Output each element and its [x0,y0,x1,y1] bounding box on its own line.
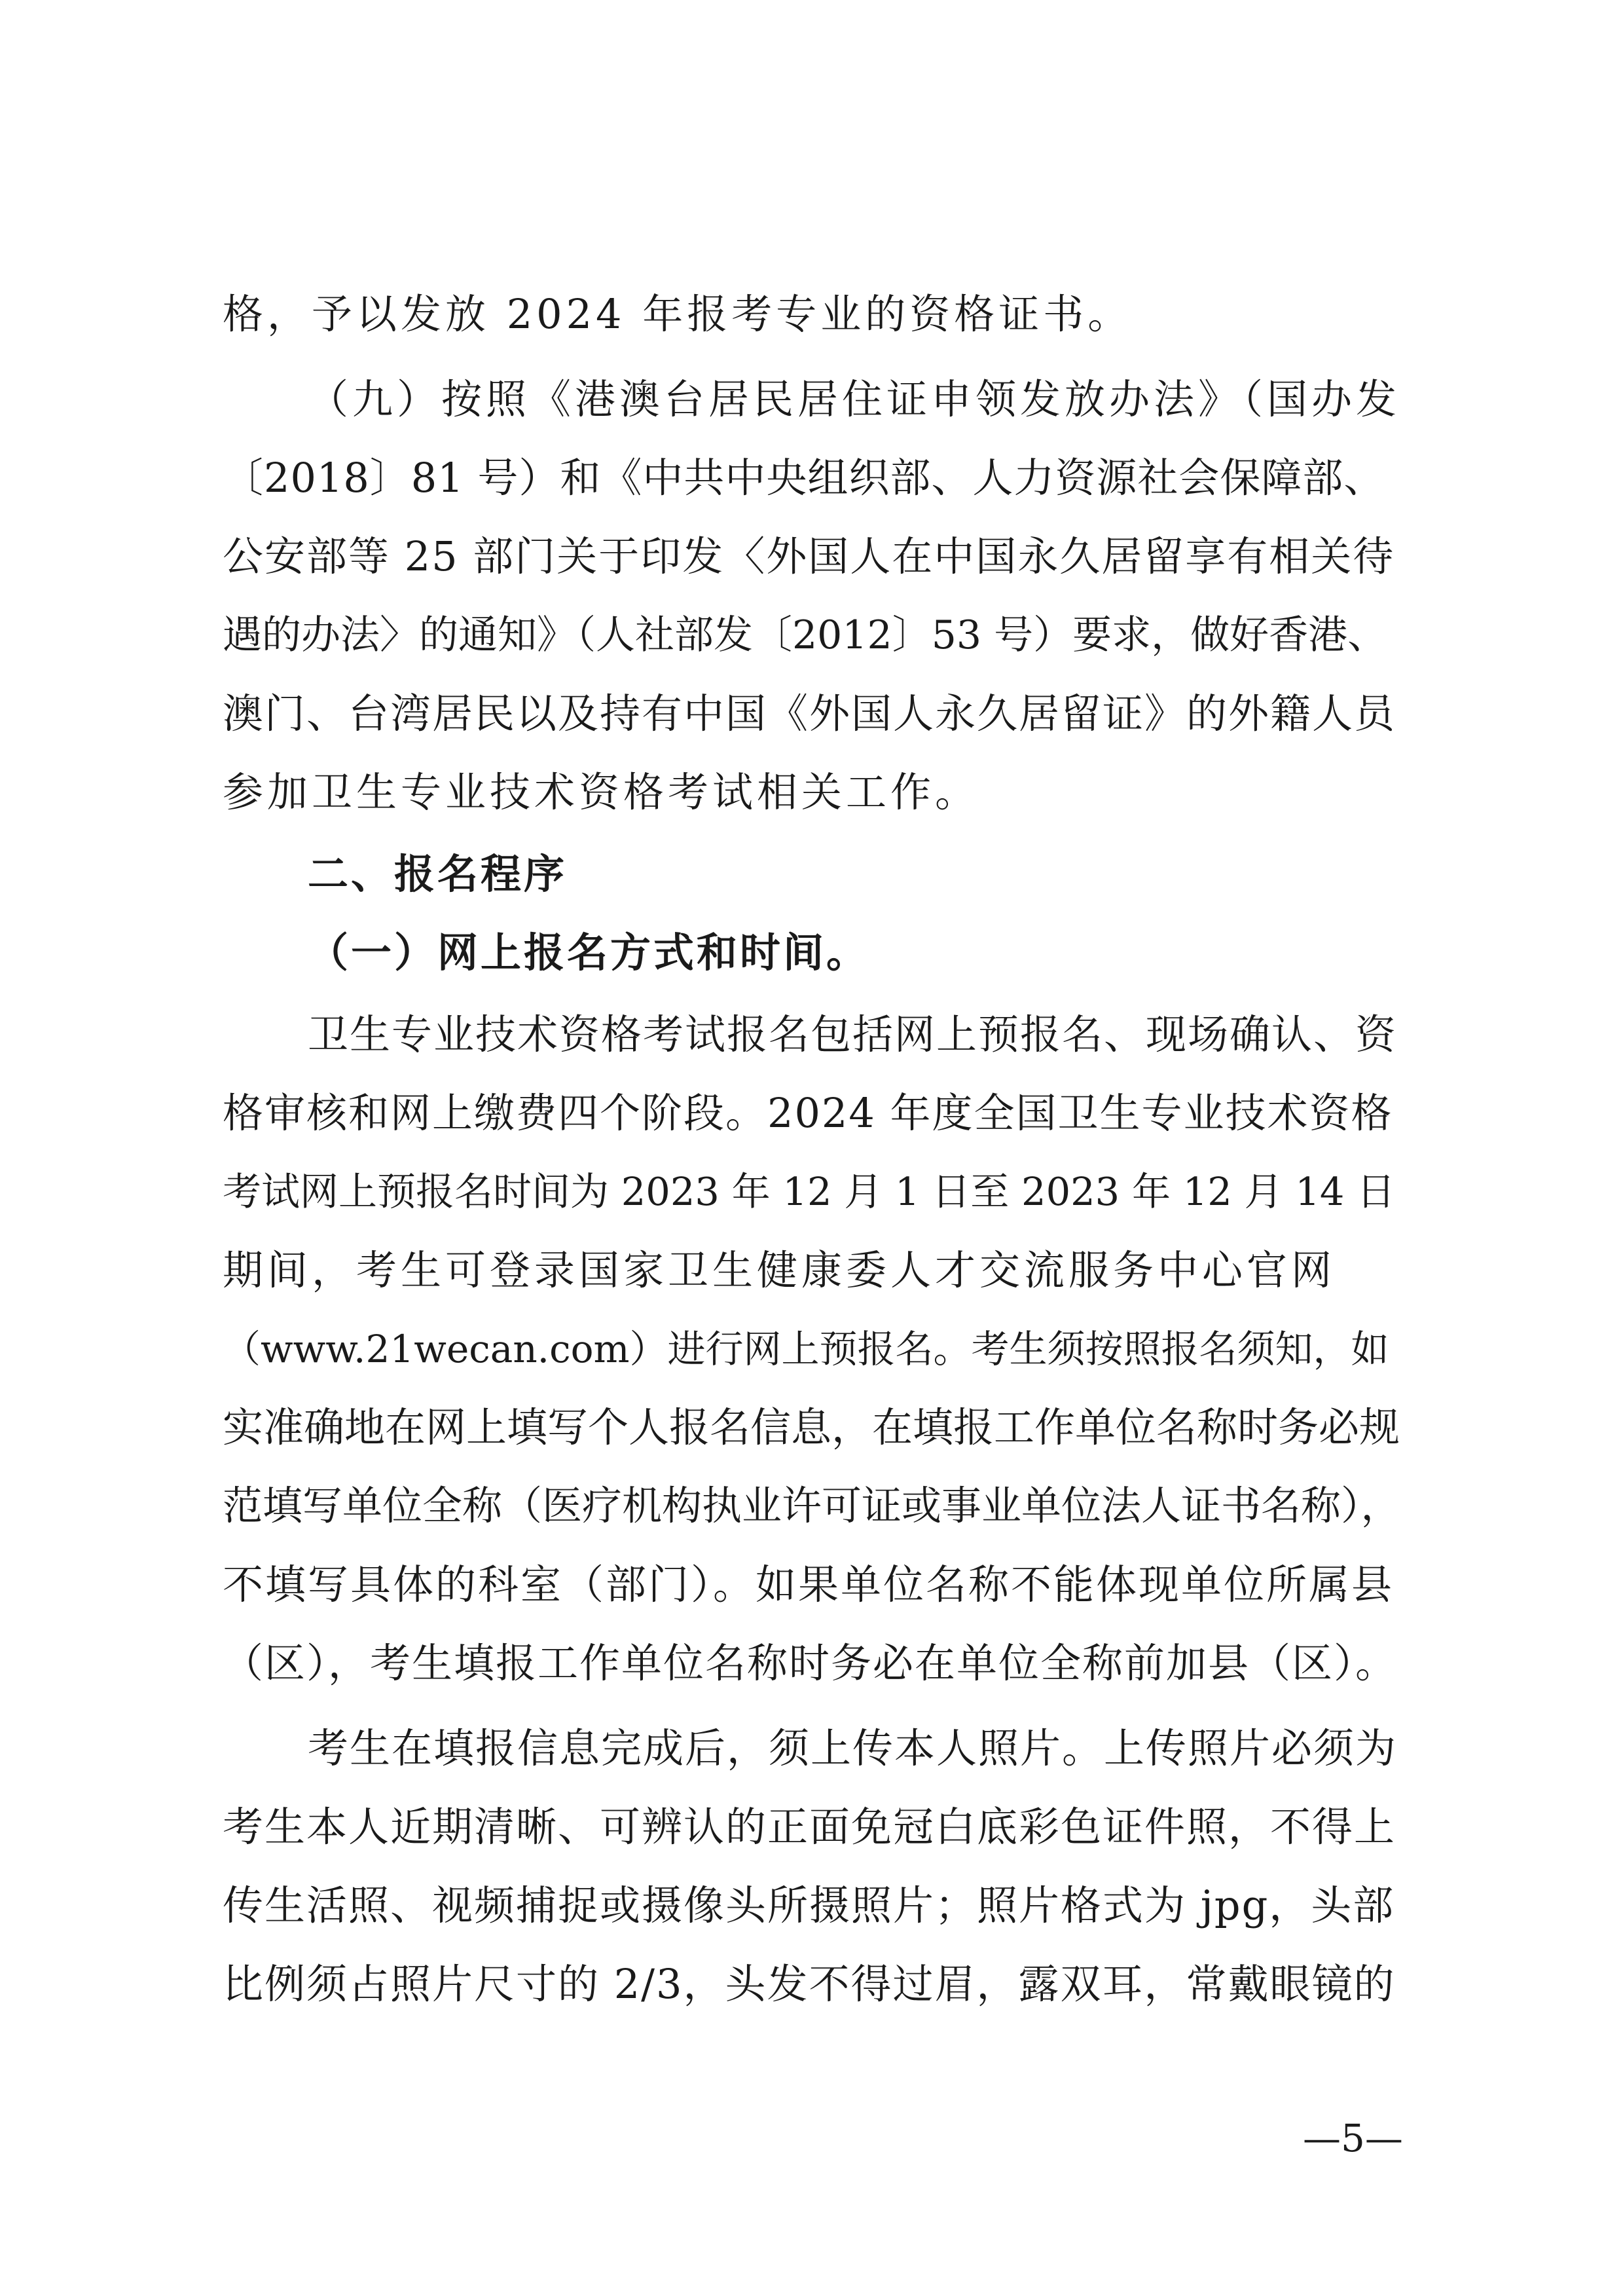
text-line: 格审核和网上缴费四个阶段。2024 年度全国卫生专业技术资格 [223,1089,1393,1137]
section-heading: 二、报名程序 [308,850,568,898]
text-line: 不填写具体的科室（部门）。如果单位名称不能体现单位所属县 [223,1561,1395,1608]
text-line: （区），考生填报工作单位名称时务必在单位全称前加县（区）。 [223,1639,1398,1687]
page-number: —5— [1303,2116,1403,2160]
text-line: 实准确地在网上填写个人报名信息，在填报工作单位名称时务必规 [223,1403,1400,1451]
text-line: 考试网上预报名时间为 2023 年 12 月 1 日至 2023 年 12 月 14 日 [223,1169,1396,1214]
text-line: 格，予以发放 2024 年报考专业的资格证书。 [223,290,1133,338]
text-line: 参加卫生专业技术资格考试相关工作。 [223,768,980,816]
text-line: 〔2018〕81 号）和《中共中央组织部、人力资源社会保障部、 [223,454,1385,502]
text-line: 考生在填报信息完成后，须上传本人照片。上传照片必须为 [308,1724,1398,1772]
text-line: 澳门、台湾居民以及持有中国《外国人永久居留证》的外籍人员 [223,690,1396,737]
text-line: 范填写单位全称（医疗机构执业许可证或事业单位法人证书名称）， [223,1483,1401,1529]
text-line: 比例须占照片尺寸的 2/3，头发不得过眉，露双耳，常戴眼镜的 [223,1960,1396,2008]
text-line: 期间，考生可登录国家卫生健康委人才交流服务中心官网 [223,1246,1336,1294]
text-line: 卫生专业技术资格考试报名包括网上预报名、现场确认、资 [308,1010,1398,1058]
text-line: 考生本人近期清晰、可辨认的正面免冠白底彩色证件照，不得上 [223,1803,1396,1851]
text-line: （www.21wecan.com）进行网上预报名。考生须按照报名须知，如 [223,1327,1389,1371]
text-line: 遇的办法〉的通知》（人社部发〔2012〕53 号）要求，做好香港、 [223,612,1387,658]
text-line: （九）按照《港澳台居民居住证申领发放办法》（国办发 [308,375,1401,423]
text-line: 传生活照、视频捕捉或摄像头所摄照片；照片格式为 jpg，头部 [223,1881,1395,1929]
text-line: 公安部等 25 部门关于印发〈外国人在中国永久居留享有相关待 [223,532,1395,580]
subsection-heading: （一）网上报名方式和时间。 [308,929,870,976]
